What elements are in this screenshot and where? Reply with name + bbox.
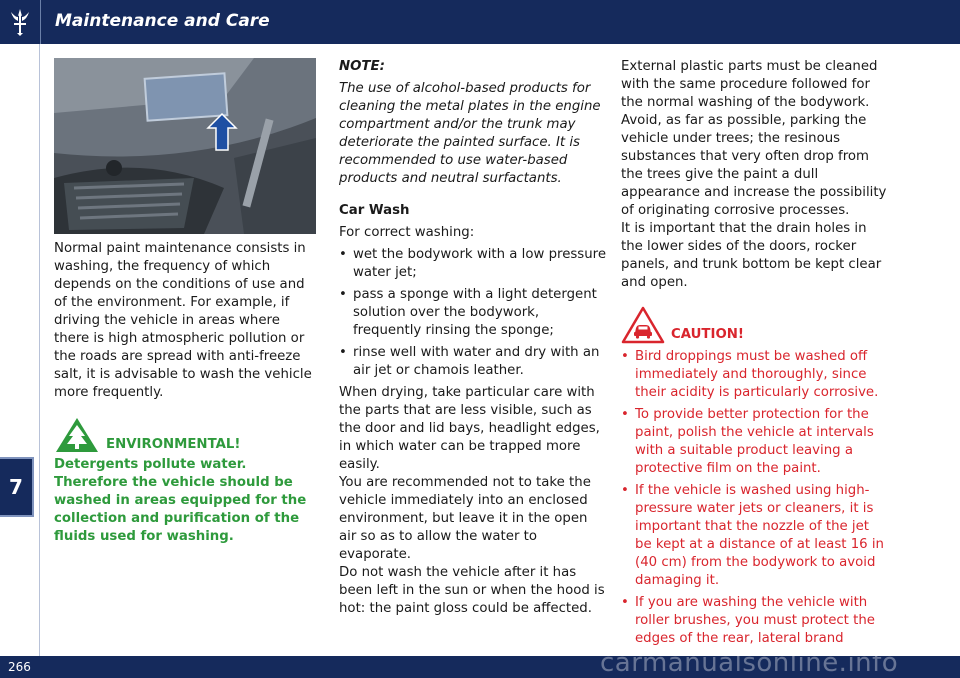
brand-logo — [0, 0, 41, 44]
intro-paragraph: Normal paint maintenance consists in washing, the frequency of which depends on the conditions of use and of the environment. For example, if driving the vehicle in areas where there is high atmospheric pollution or the roads are spread with anti-freeze salt, it is advisable to wash the vehicle more frequently. — [54, 241, 312, 400]
caution-list — [621, 348, 889, 648]
caution-header — [621, 306, 889, 344]
car-wash-list — [339, 246, 607, 380]
list-item: • If you are washing the vehicle with roller brushes, you must protect the edges of the rear, lateral brand — [621, 594, 889, 648]
photo-illustration — [54, 58, 316, 234]
chapter-tab: 7 — [0, 457, 34, 517]
tree-warning-icon — [54, 416, 100, 454]
car-wash-intro: For correct washing: — [339, 225, 475, 240]
list-item: • pass a sponge with a light detergent solution over the bodywork, frequently rinsing the sponge; — [339, 286, 607, 340]
list-item: • rinse well with water and dry with an air jet or chamois leather. — [339, 344, 607, 380]
note-title: NOTE: — [339, 59, 385, 74]
column-2 — [339, 58, 607, 618]
page-number: 266 — [8, 660, 31, 674]
page-title: Maintenance and Care — [55, 11, 270, 31]
drain-holes-paragraph: It is important that the drain holes in the lower sides of the doors, rocker panels, and trunk bottom be kept clear and open. — [621, 221, 882, 290]
car-caution-icon — [621, 306, 665, 344]
hot-hood-paragraph: Do not wash the vehicle after it has been left in the sun or when the hood is hot: the paint gloss could be affected. — [339, 565, 605, 616]
caution-label: CAUTION! — [671, 327, 744, 342]
environmental-header — [54, 416, 316, 454]
environmental-label: ENVIRONMENTAL! — [106, 437, 241, 452]
list-item: • Bird droppings must be washed off immediately and thoroughly, since their acidity is particularly corrosive. — [621, 348, 889, 402]
list-item: • wet the bodywork with a low pressure water jet; — [339, 246, 607, 282]
trident-icon — [7, 7, 33, 37]
drying-paragraph: When drying, take particular care with the parts that are less visible, such as the door and lid bays, headlight edges, in which water can be trapped more easily. — [339, 385, 600, 472]
column-1 — [54, 58, 316, 546]
car-wash-title: Car Wash — [339, 203, 410, 218]
list-item: • To provide better protection for the paint, polish the vehicle at intervals with a suitable product leaving a protective film on the paint. — [621, 406, 889, 478]
watermark: carmanualsonline.info — [600, 648, 899, 678]
list-item: • If the vehicle is washed using high-pressure water jets or cleaners, it is important that the nozzle of the jet be kept at a distance of at least 16 in (40 cm) from the bodywork to avoid damaging it. — [621, 482, 889, 590]
page-header — [0, 0, 960, 44]
margin-divider — [39, 44, 40, 656]
note-body: The use of alcohol-based products for cleaning the metal plates in the engine compartment and/or the trunk may deteriorate the painted surface. It is recommended to use water-based products and neutral surfactants. — [339, 81, 601, 186]
engine-compartment-photo — [54, 58, 316, 234]
environmental-text: Detergents pollute water. Therefore the vehicle should be washed in areas equipped for the collection and purification of the fluids used for washing. — [54, 457, 307, 544]
plastic-parts-paragraph: External plastic parts must be cleaned with the same procedure followed for the normal washing of the bodywork. Avoid, as far as possible, parking the vehicle under trees; the resinous substances that very often drop from the trees give the paint a dull appearance and increase the possibility of originating corrosive processes. — [621, 59, 887, 218]
column-3 — [621, 58, 889, 652]
evaporate-paragraph: You are recommended not to take the vehicle immediately into an enclosed environment, but leave it in the open air so as to allow the water to evaporate. — [339, 475, 591, 562]
